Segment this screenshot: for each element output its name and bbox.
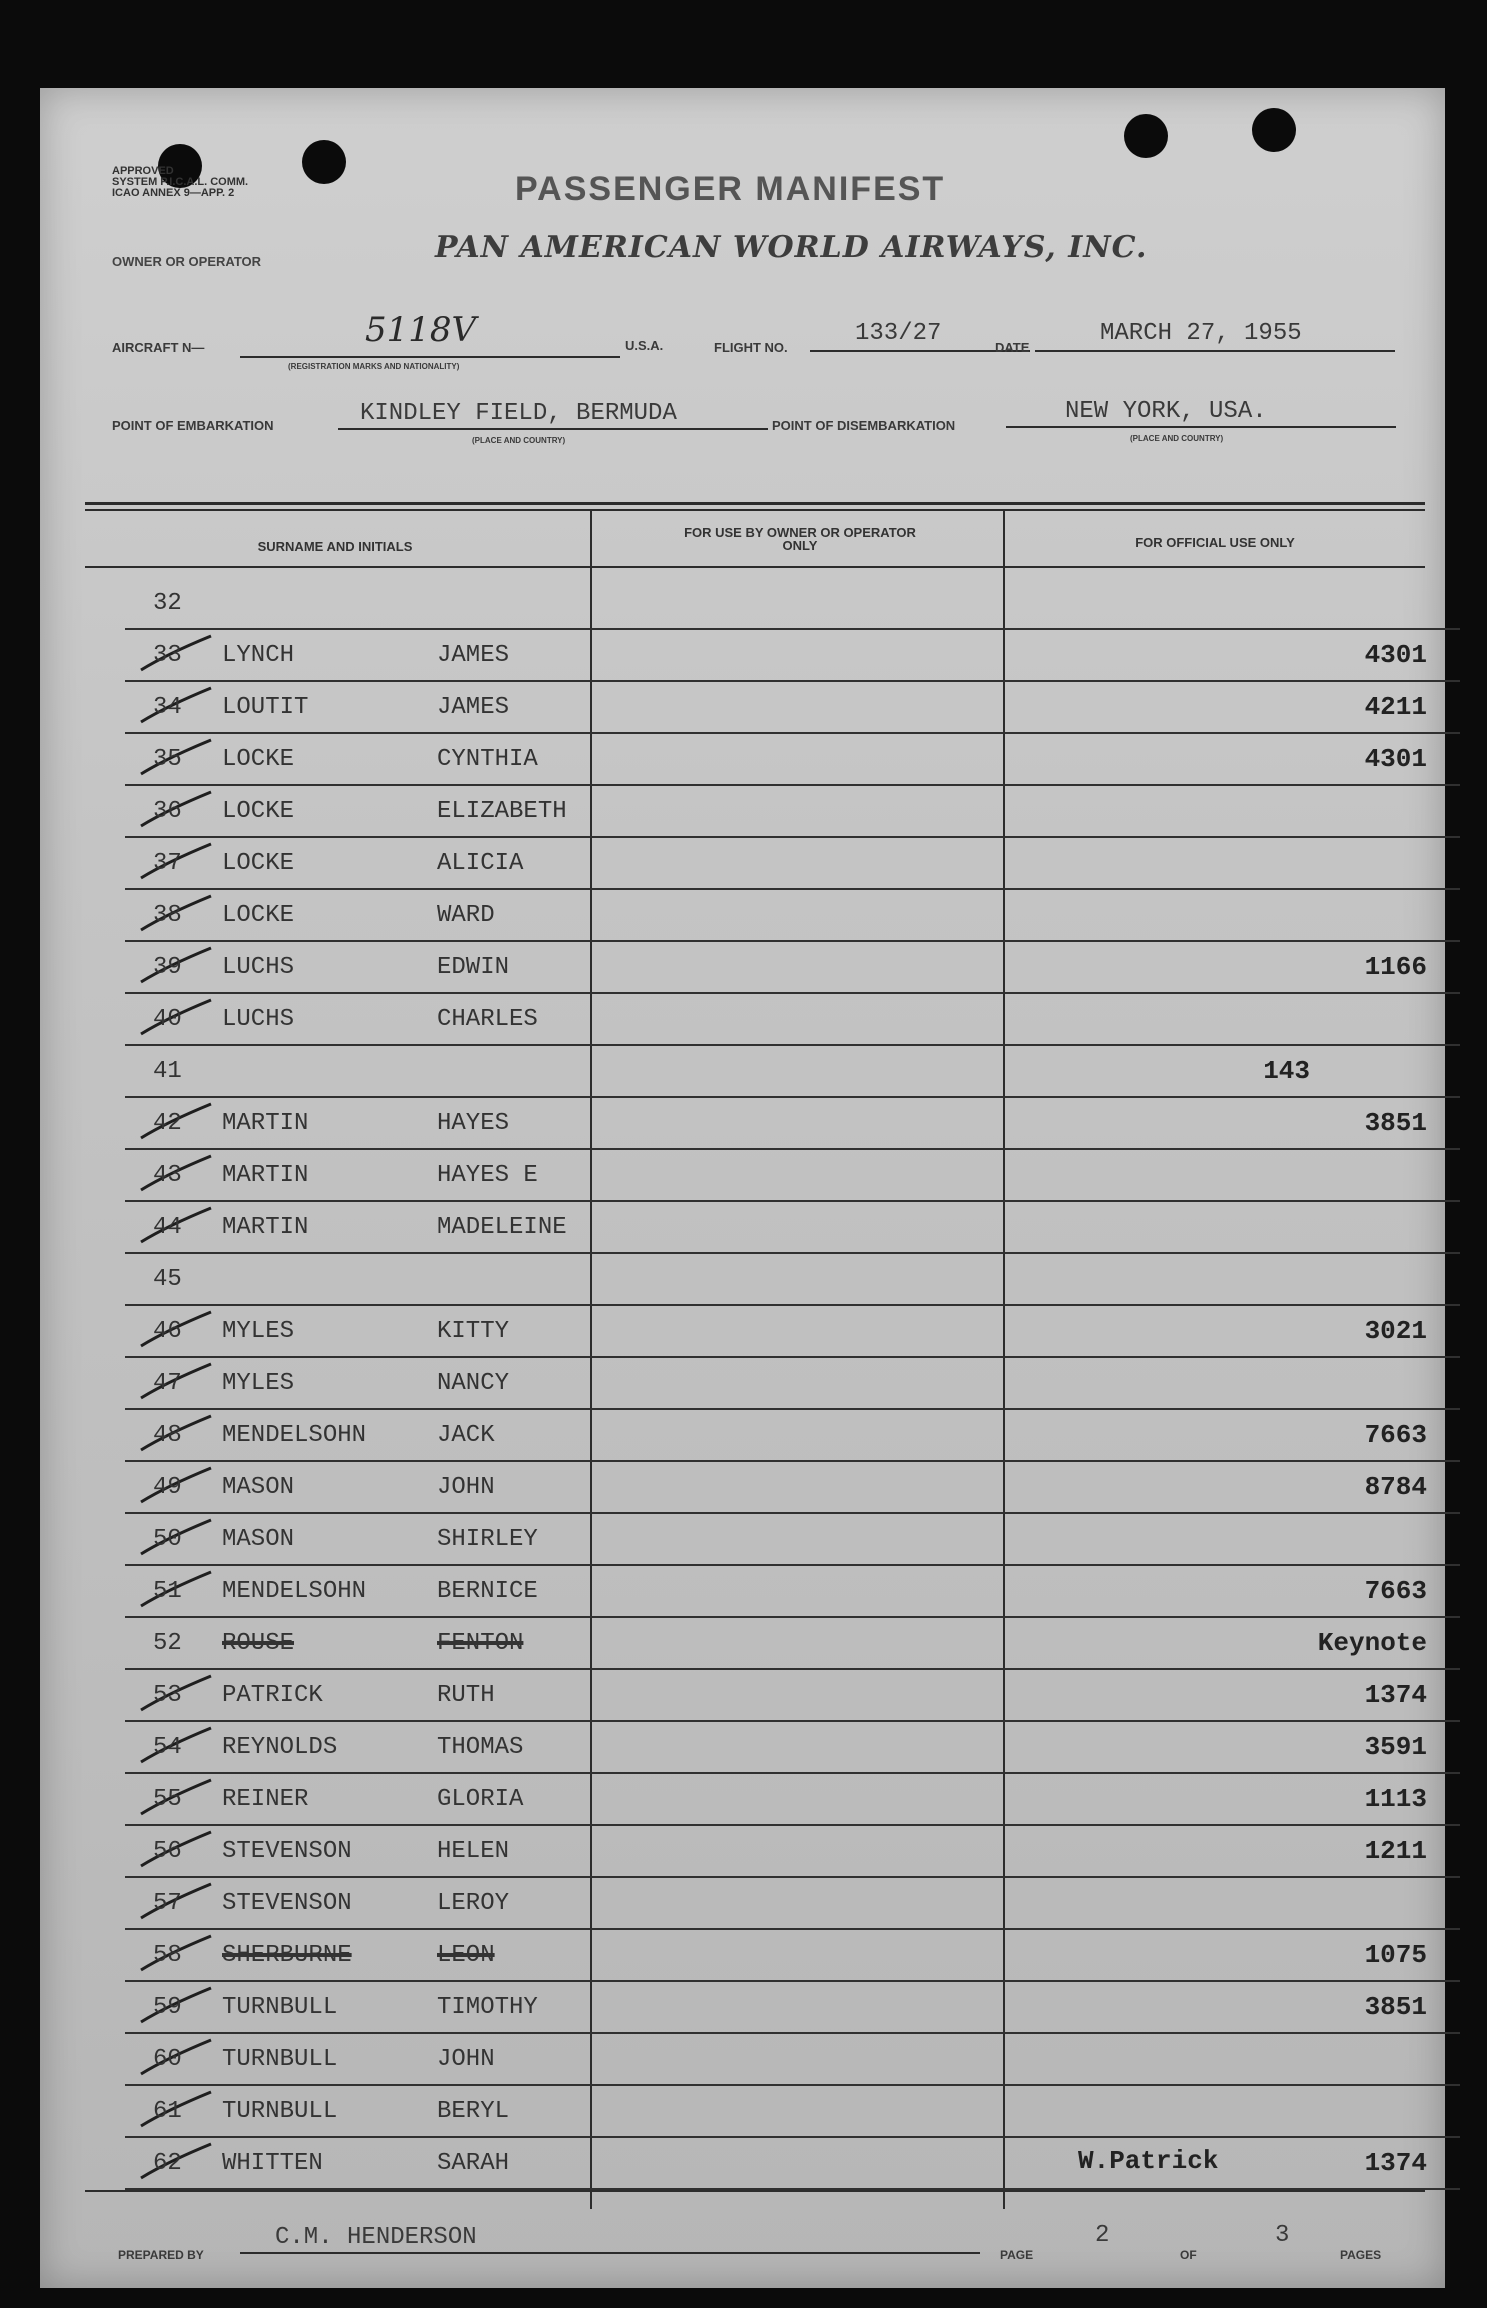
official-use-value: 7663 bbox=[1364, 1420, 1427, 1450]
passenger-surname: TURNBULL bbox=[222, 2046, 338, 2073]
passenger-surname: MASON bbox=[222, 1474, 295, 1501]
passenger-initials: FENTON bbox=[437, 1630, 524, 1657]
embarkation-label: POINT OF EMBARKATION bbox=[112, 418, 274, 433]
row-number: 57 bbox=[153, 1890, 182, 1917]
official-use-value: 1113 bbox=[1364, 1784, 1427, 1814]
flight-value: 133/27 bbox=[855, 320, 942, 347]
row-number: 42 bbox=[153, 1110, 182, 1137]
page-title: PASSENGER MANIFEST bbox=[515, 170, 946, 208]
embarkation-underline bbox=[338, 428, 768, 430]
row-number: 43 bbox=[153, 1162, 182, 1189]
official-use-value: 8784 bbox=[1364, 1472, 1427, 1502]
passenger-surname: LYNCH bbox=[222, 642, 295, 669]
official-use-value: 3021 bbox=[1364, 1316, 1427, 1346]
prepared-value: C.M. HENDERSON bbox=[275, 2224, 477, 2251]
passenger-surname: LOCKE bbox=[222, 850, 295, 877]
passenger-surname: STEVENSON bbox=[222, 1890, 352, 1917]
punch-hole bbox=[1124, 114, 1168, 158]
date-label: DATE bbox=[995, 340, 1030, 355]
passenger-initials: TIMOTHY bbox=[437, 1994, 538, 2021]
passenger-surname: LOCKE bbox=[222, 798, 295, 825]
row-number: 53 bbox=[153, 1682, 182, 1709]
row-number: 35 bbox=[153, 746, 182, 773]
row-number: 62 bbox=[153, 2150, 182, 2177]
passenger-initials: ELIZABETH bbox=[437, 798, 567, 825]
passenger-initials: JOHN bbox=[437, 2046, 495, 2073]
table-row bbox=[85, 890, 1460, 942]
passenger-surname: ROUSE bbox=[222, 1630, 295, 1657]
column-header-owner: FOR USE BY OWNER OR OPERATOR ONLY bbox=[684, 525, 916, 553]
passenger-surname: TURNBULL bbox=[222, 2098, 338, 2125]
passenger-initials: THOMAS bbox=[437, 1734, 524, 1761]
official-use-value: 4301 bbox=[1364, 744, 1427, 774]
passenger-initials: JACK bbox=[437, 1422, 495, 1449]
row-number: 32 bbox=[153, 590, 182, 617]
row-number: 50 bbox=[153, 1526, 182, 1553]
page-value: 2 bbox=[1095, 2222, 1110, 2249]
owner-label: OWNER OR OPERATOR bbox=[112, 254, 262, 269]
table-row bbox=[85, 1566, 1460, 1618]
aircraft-underline bbox=[240, 356, 620, 358]
disembarkation-underline bbox=[1006, 426, 1396, 428]
manifest-sheet bbox=[40, 88, 1445, 2288]
form-code-line: SYSTEM P.I.C.A.L. COMM. bbox=[112, 176, 249, 188]
aircraft-label: AIRCRAFT N— bbox=[112, 340, 205, 355]
passenger-surname: MYLES bbox=[222, 1318, 295, 1345]
passenger-initials: CHARLES bbox=[437, 1006, 538, 1033]
official-note: W.Patrick bbox=[1078, 2146, 1219, 2176]
official-use-value: 3851 bbox=[1364, 1992, 1427, 2022]
passenger-surname: WHITTEN bbox=[222, 2150, 323, 2177]
date-value: MARCH 27, 1955 bbox=[1100, 320, 1302, 347]
usa-label: U.S.A. bbox=[625, 338, 664, 353]
passenger-surname: LOUTIT bbox=[222, 694, 309, 721]
table-row bbox=[85, 630, 1460, 682]
row-number: 44 bbox=[153, 1214, 182, 1241]
official-use-value: 1211 bbox=[1364, 1836, 1427, 1866]
passenger-initials: LEROY bbox=[437, 1890, 510, 1917]
passenger-initials: JAMES bbox=[437, 694, 510, 721]
table-row bbox=[85, 1046, 1460, 1098]
official-use-value: 3851 bbox=[1364, 1108, 1427, 1138]
row-number: 55 bbox=[153, 1786, 182, 1813]
table-row bbox=[85, 1826, 1460, 1878]
official-use-value: 4301 bbox=[1364, 640, 1427, 670]
official-use-value: 1166 bbox=[1364, 952, 1427, 982]
row-number: 61 bbox=[153, 2098, 182, 2125]
disembark-place-sublabel: (PLACE AND COUNTRY) bbox=[1130, 434, 1224, 443]
table-top-rule bbox=[85, 502, 1425, 505]
column-header-official: FOR OFFICIAL USE ONLY bbox=[1135, 535, 1295, 550]
form-code-line: ICAO ANNEX 9—APP. 2 bbox=[112, 187, 235, 199]
table-row bbox=[85, 578, 1460, 630]
table-row bbox=[85, 1514, 1460, 1566]
table-row bbox=[85, 1722, 1460, 1774]
page-label: PAGE bbox=[1000, 2248, 1034, 2262]
passenger-surname: REYNOLDS bbox=[222, 1734, 338, 1761]
passenger-surname: MARTIN bbox=[222, 1110, 309, 1137]
official-use-value: 1374 bbox=[1364, 2148, 1427, 2178]
passenger-initials: HAYES bbox=[437, 1110, 510, 1137]
embark-place-sublabel: (PLACE AND COUNTRY) bbox=[472, 436, 566, 445]
prepared-underline bbox=[240, 2252, 980, 2254]
passenger-initials: EDWIN bbox=[437, 954, 510, 981]
passenger-initials: ALICIA bbox=[437, 850, 524, 877]
row-number: 52 bbox=[153, 1630, 182, 1657]
passenger-surname: PATRICK bbox=[222, 1682, 323, 1709]
table-row bbox=[85, 1930, 1460, 1982]
passenger-initials: SHIRLEY bbox=[437, 1526, 538, 1553]
row-number: 40 bbox=[153, 1006, 182, 1033]
table-row bbox=[85, 1358, 1460, 1410]
passenger-initials: BERNICE bbox=[437, 1578, 538, 1605]
passenger-initials: LEON bbox=[437, 1942, 495, 1969]
passenger-surname: STEVENSON bbox=[222, 1838, 352, 1865]
table-row bbox=[85, 1982, 1460, 2034]
pages-label: PAGES bbox=[1340, 2248, 1382, 2262]
of-value: 3 bbox=[1275, 2222, 1290, 2249]
header-rule bbox=[85, 566, 1425, 568]
passenger-surname: LOCKE bbox=[222, 746, 295, 773]
passenger-initials: WARD bbox=[437, 902, 495, 929]
table-row bbox=[85, 1306, 1460, 1358]
row-number: 33 bbox=[153, 642, 182, 669]
row-number: 37 bbox=[153, 850, 182, 877]
table-row bbox=[85, 682, 1460, 734]
passenger-surname: MARTIN bbox=[222, 1162, 309, 1189]
column-header-surname: SURNAME AND INITIALS bbox=[257, 539, 413, 554]
row-number: 59 bbox=[153, 1994, 182, 2021]
table-row bbox=[85, 1462, 1460, 1514]
official-use-value: 3591 bbox=[1364, 1732, 1427, 1762]
table-row bbox=[85, 838, 1460, 890]
table-row bbox=[85, 1670, 1460, 1722]
registration-sublabel: (REGISTRATION MARKS AND NATIONALITY) bbox=[288, 362, 460, 371]
of-label: OF bbox=[1180, 2248, 1197, 2262]
official-use-value: 143 bbox=[1263, 1056, 1310, 1086]
row-number: 48 bbox=[153, 1422, 182, 1449]
passenger-initials: CYNTHIA bbox=[437, 746, 538, 773]
prepared-label: PREPARED BY bbox=[118, 2248, 204, 2262]
table-row bbox=[85, 2138, 1460, 2190]
passenger-initials: SARAH bbox=[437, 2150, 510, 2177]
official-use-value: 1374 bbox=[1364, 1680, 1427, 1710]
row-number: 41 bbox=[153, 1058, 182, 1085]
table-row bbox=[85, 942, 1460, 994]
row-number: 36 bbox=[153, 798, 182, 825]
passenger-initials: RUTH bbox=[437, 1682, 495, 1709]
table-row bbox=[85, 1618, 1460, 1670]
disembarkation-value: NEW YORK, USA. bbox=[1065, 398, 1267, 425]
row-number: 58 bbox=[153, 1942, 182, 1969]
row-number: 60 bbox=[153, 2046, 182, 2073]
passenger-initials: BERYL bbox=[437, 2098, 510, 2125]
passenger-surname: TURNBULL bbox=[222, 1994, 338, 2021]
passenger-initials: HAYES E bbox=[437, 1162, 538, 1189]
row-number: 45 bbox=[153, 1266, 182, 1293]
passenger-initials: HELEN bbox=[437, 1838, 510, 1865]
table-row bbox=[85, 1774, 1460, 1826]
passenger-surname: LUCHS bbox=[222, 954, 295, 981]
passenger-surname: REINER bbox=[222, 1786, 309, 1813]
table-row bbox=[85, 1254, 1460, 1306]
row-number: 39 bbox=[153, 954, 182, 981]
passenger-surname: MENDELSOHN bbox=[222, 1578, 367, 1605]
table-row bbox=[85, 1202, 1460, 1254]
table-top-rule bbox=[85, 509, 1425, 511]
row-number: 47 bbox=[153, 1370, 182, 1397]
disembarkation-label: POINT OF DISEMBARKATION bbox=[772, 418, 956, 433]
passenger-initials: JOHN bbox=[437, 1474, 495, 1501]
table-row bbox=[85, 734, 1460, 786]
aircraft-value: 5118V bbox=[365, 310, 477, 350]
passenger-initials: NANCY bbox=[437, 1370, 510, 1397]
passenger-surname: LUCHS bbox=[222, 1006, 295, 1033]
operator-name: PAN AMERICAN WORLD AIRWAYS, INC. bbox=[435, 230, 1148, 265]
form-code bbox=[112, 166, 248, 199]
table-row bbox=[85, 2034, 1460, 2086]
official-use-value: 7663 bbox=[1364, 1576, 1427, 1606]
passenger-surname: MENDELSOHN bbox=[222, 1422, 367, 1449]
table-row bbox=[85, 994, 1460, 1046]
table-row bbox=[85, 2086, 1460, 2138]
passenger-initials: MADELEINE bbox=[437, 1214, 567, 1241]
passenger-initials: GLORIA bbox=[437, 1786, 524, 1813]
passenger-surname: SHERBURNE bbox=[222, 1942, 352, 1969]
flight-label: FLIGHT NO. bbox=[714, 340, 788, 355]
table-row bbox=[85, 1410, 1460, 1462]
row-number: 46 bbox=[153, 1318, 182, 1345]
passenger-surname: MARTIN bbox=[222, 1214, 309, 1241]
form-code-line: APPROVED bbox=[112, 165, 174, 177]
date-underline bbox=[1035, 350, 1395, 352]
row-number: 38 bbox=[153, 902, 182, 929]
punch-hole bbox=[302, 140, 346, 184]
table-row bbox=[85, 1878, 1460, 1930]
passenger-initials: KITTY bbox=[437, 1318, 510, 1345]
table-bottom-rule bbox=[85, 2190, 1425, 2192]
table-row bbox=[85, 1150, 1460, 1202]
row-number: 34 bbox=[153, 694, 182, 721]
passenger-surname: MASON bbox=[222, 1526, 295, 1553]
row-number: 54 bbox=[153, 1734, 182, 1761]
row-number: 56 bbox=[153, 1838, 182, 1865]
passenger-surname: MYLES bbox=[222, 1370, 295, 1397]
embarkation-value: KINDLEY FIELD, BERMUDA bbox=[360, 400, 677, 427]
passenger-initials: JAMES bbox=[437, 642, 510, 669]
official-use-value: 4211 bbox=[1364, 692, 1427, 722]
passenger-surname: LOCKE bbox=[222, 902, 295, 929]
table-row bbox=[85, 786, 1460, 838]
official-use-value: 1075 bbox=[1364, 1940, 1427, 1970]
table-row bbox=[85, 1098, 1460, 1150]
punch-hole bbox=[1252, 108, 1296, 152]
row-number: 49 bbox=[153, 1474, 182, 1501]
official-use-value: Keynote bbox=[1317, 1628, 1427, 1658]
row-number: 51 bbox=[153, 1578, 182, 1605]
